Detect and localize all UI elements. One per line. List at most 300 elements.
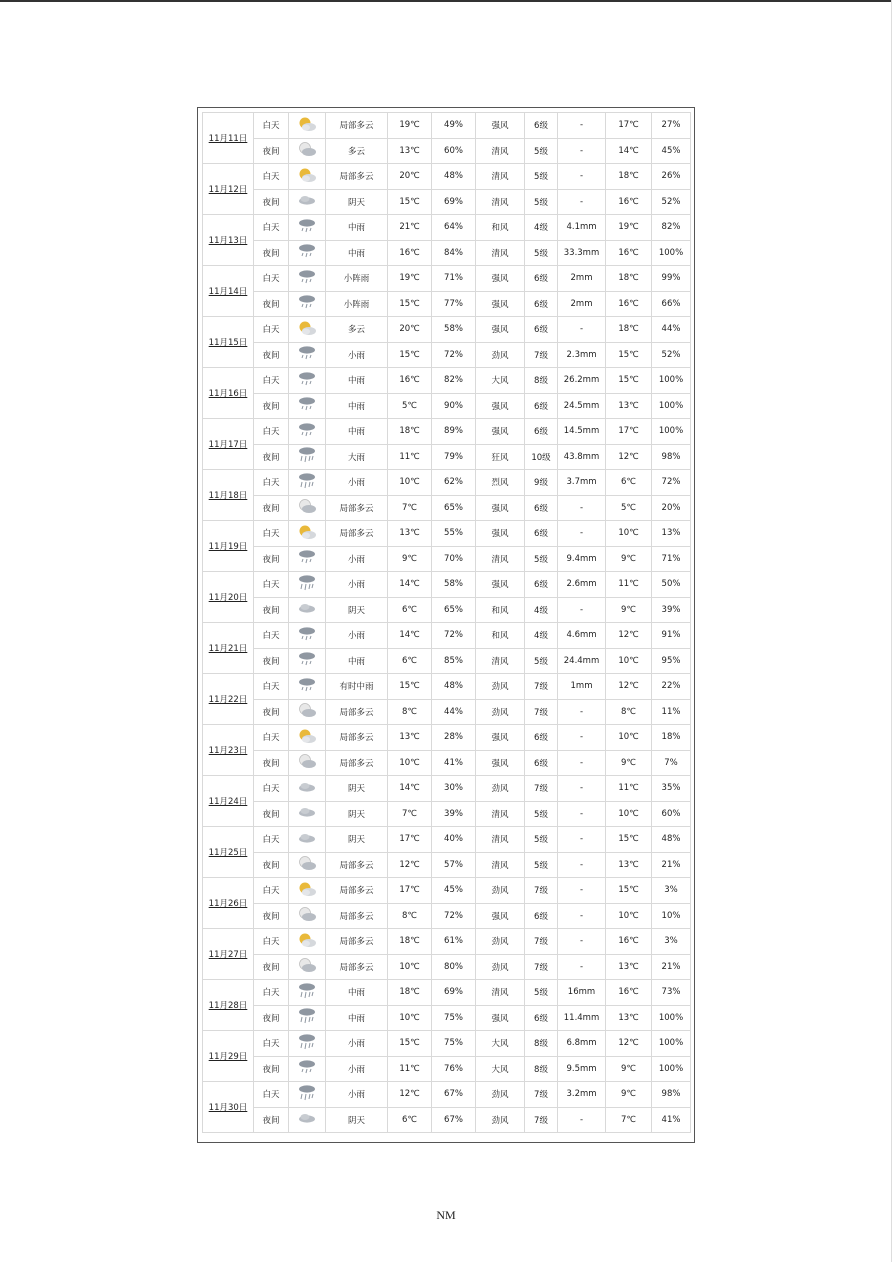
precipitation-cell: - [558,597,606,623]
table-row [203,929,691,955]
probability-cell: 44% [652,317,691,343]
humidity-cell: 48% [432,164,476,190]
humidity-cell: 77% [432,291,476,317]
weather-desc-cell: 小雨 [326,342,388,368]
period-cell: 夜间 [254,852,289,878]
table-row [203,572,691,598]
weather-desc-cell: 局部多云 [326,699,388,725]
period-cell: 夜间 [254,597,289,623]
probability-cell: 18% [652,725,691,751]
rain-icon [296,422,318,441]
temperature-cell: 10℃ [388,470,432,496]
wind-level-cell: 7级 [525,929,558,955]
period-cell: 白天 [254,113,289,139]
weather-desc-cell: 中雨 [326,368,388,394]
date-link[interactable]: 11月30日 [203,1082,254,1133]
partly-cloudy-day-icon [296,116,318,135]
precipitation-cell: - [558,1107,606,1133]
weather-desc-cell: 阴天 [326,827,388,853]
temperature-cell: 20℃ [388,164,432,190]
wind-level-cell: 5级 [525,240,558,266]
temperature-cell: 15℃ [388,189,432,215]
wind-level-cell: 6级 [525,113,558,139]
table-row [203,699,691,725]
date-link[interactable]: 11月21日 [203,623,254,674]
humidity-cell: 90% [432,393,476,419]
table-row [203,495,691,521]
feels-like-cell: 8℃ [606,699,652,725]
weather-icon-cell [289,189,326,215]
date-link[interactable]: 11月19日 [203,521,254,572]
temperature-cell: 18℃ [388,419,432,445]
wind-name-cell: 强风 [476,725,525,751]
rain-icon [296,294,318,313]
humidity-cell: 80% [432,954,476,980]
table-row [203,1005,691,1031]
humidity-cell: 30% [432,776,476,802]
temperature-cell: 18℃ [388,929,432,955]
partly-cloudy-day-icon [296,320,318,339]
period-cell: 白天 [254,470,289,496]
probability-cell: 11% [652,699,691,725]
feels-like-cell: 9℃ [606,750,652,776]
period-cell: 白天 [254,317,289,343]
probability-cell: 73% [652,980,691,1006]
table-row [203,725,691,751]
humidity-cell: 28% [432,725,476,751]
feels-like-cell: 10℃ [606,725,652,751]
weather-desc-cell: 阴天 [326,189,388,215]
partly-cloudy-night-icon [296,498,318,517]
humidity-cell: 45% [432,878,476,904]
probability-cell: 21% [652,954,691,980]
period-cell: 夜间 [254,1107,289,1133]
wind-level-cell: 4级 [525,215,558,241]
wind-level-cell: 6级 [525,903,558,929]
weather-icon-cell [289,572,326,598]
rain-icon [296,269,318,288]
temperature-cell: 10℃ [388,750,432,776]
feels-like-cell: 13℃ [606,393,652,419]
probability-cell: 71% [652,546,691,572]
wind-level-cell: 5级 [525,980,558,1006]
weather-desc-cell: 中雨 [326,215,388,241]
date-link[interactable]: 11月25日 [203,827,254,878]
temperature-cell: 19℃ [388,266,432,292]
heavy-rain-icon [296,1033,318,1054]
humidity-cell: 67% [432,1082,476,1108]
wind-name-cell: 强风 [476,291,525,317]
rain-icon [296,1059,318,1078]
period-cell: 夜间 [254,240,289,266]
feels-like-cell: 18℃ [606,266,652,292]
wind-name-cell: 强风 [476,393,525,419]
wind-level-cell: 9级 [525,470,558,496]
wind-name-cell: 强风 [476,750,525,776]
temperature-cell: 11℃ [388,1056,432,1082]
precipitation-cell: 9.4mm [558,546,606,572]
wind-name-cell: 强风 [476,266,525,292]
wind-name-cell: 强风 [476,113,525,139]
weather-icon-cell [289,852,326,878]
probability-cell: 100% [652,1031,691,1057]
probability-cell: 13% [652,521,691,547]
feels-like-cell: 12℃ [606,1031,652,1057]
period-cell: 夜间 [254,189,289,215]
weather-desc-cell: 小雨 [326,623,388,649]
partly-cloudy-day-icon [296,932,318,951]
wind-level-cell: 5级 [525,827,558,853]
overcast-icon [296,804,318,823]
weather-icon-cell [289,750,326,776]
feels-like-cell: 11℃ [606,572,652,598]
humidity-cell: 55% [432,521,476,547]
precipitation-cell: - [558,317,606,343]
table-row [203,1107,691,1133]
probability-cell: 35% [652,776,691,802]
feels-like-cell: 7℃ [606,1107,652,1133]
table-row [203,342,691,368]
probability-cell: 95% [652,648,691,674]
date-link[interactable]: 11月20日 [203,572,254,623]
period-cell: 白天 [254,215,289,241]
table-row [203,878,691,904]
weather-icon-cell [289,419,326,445]
date-link[interactable]: 11月18日 [203,470,254,521]
wind-level-cell: 10级 [525,444,558,470]
weather-icon-cell [289,878,326,904]
weather-icon-cell [289,1056,326,1082]
weather-forecast-table-frame [197,107,695,1143]
precipitation-cell: - [558,164,606,190]
period-cell: 白天 [254,929,289,955]
date-link[interactable]: 11月22日 [203,674,254,725]
temperature-cell: 17℃ [388,827,432,853]
wind-level-cell: 6级 [525,419,558,445]
weather-desc-cell: 阴天 [326,1107,388,1133]
weather-icon-cell [289,113,326,139]
feels-like-cell: 16℃ [606,929,652,955]
date-link[interactable]: 11月23日 [203,725,254,776]
feels-like-cell: 15℃ [606,368,652,394]
partly-cloudy-night-icon [296,957,318,976]
table-row [203,954,691,980]
period-cell: 白天 [254,572,289,598]
humidity-cell: 75% [432,1005,476,1031]
temperature-cell: 7℃ [388,495,432,521]
table-row [203,240,691,266]
wind-level-cell: 6级 [525,725,558,751]
wind-level-cell: 6级 [525,495,558,521]
wind-name-cell: 劲风 [476,929,525,955]
table-row [203,674,691,700]
feels-like-cell: 15℃ [606,342,652,368]
rain-icon [296,218,318,237]
temperature-cell: 16℃ [388,368,432,394]
partly-cloudy-day-icon [296,881,318,900]
humidity-cell: 65% [432,597,476,623]
wind-name-cell: 劲风 [476,1107,525,1133]
table-row [203,827,691,853]
humidity-cell: 79% [432,444,476,470]
wind-level-cell: 6级 [525,521,558,547]
feels-like-cell: 13℃ [606,852,652,878]
wind-level-cell: 6级 [525,393,558,419]
probability-cell: 3% [652,878,691,904]
probability-cell: 21% [652,852,691,878]
wind-level-cell: 4级 [525,597,558,623]
temperature-cell: 19℃ [388,113,432,139]
wind-name-cell: 大风 [476,368,525,394]
period-cell: 白天 [254,419,289,445]
feels-like-cell: 10℃ [606,903,652,929]
wind-name-cell: 强风 [476,419,525,445]
precipitation-cell: - [558,138,606,164]
weather-desc-cell: 中雨 [326,419,388,445]
temperature-cell: 14℃ [388,776,432,802]
weather-icon-cell [289,215,326,241]
precipitation-cell: 11.4mm [558,1005,606,1031]
heavy-rain-icon [296,1007,318,1028]
overcast-icon [296,830,318,849]
wind-level-cell: 7级 [525,878,558,904]
precipitation-cell: - [558,929,606,955]
precipitation-cell: 4.6mm [558,623,606,649]
weather-icon-cell [289,725,326,751]
date-link[interactable]: 11月15日 [203,317,254,368]
period-cell: 夜间 [254,903,289,929]
weather-desc-cell: 局部多云 [326,903,388,929]
feels-like-cell: 10℃ [606,648,652,674]
probability-cell: 3% [652,929,691,955]
humidity-cell: 62% [432,470,476,496]
wind-level-cell: 5级 [525,164,558,190]
weather-desc-cell: 局部多云 [326,878,388,904]
humidity-cell: 48% [432,674,476,700]
date-link[interactable]: 11月26日 [203,878,254,929]
table-row [203,291,691,317]
wind-name-cell: 清风 [476,852,525,878]
humidity-cell: 76% [432,1056,476,1082]
partly-cloudy-day-icon [296,167,318,186]
weather-icon-cell [289,1107,326,1133]
probability-cell: 20% [652,495,691,521]
weather-desc-cell: 小雨 [326,1082,388,1108]
date-link[interactable]: 11月12日 [203,164,254,215]
temperature-cell: 21℃ [388,215,432,241]
wind-level-cell: 6级 [525,1005,558,1031]
feels-like-cell: 9℃ [606,1056,652,1082]
table-row [203,368,691,394]
date-link[interactable]: 11月29日 [203,1031,254,1082]
feels-like-cell: 16℃ [606,189,652,215]
weather-desc-cell: 局部多云 [326,725,388,751]
precipitation-cell: - [558,189,606,215]
date-link[interactable]: 11月27日 [203,929,254,980]
partly-cloudy-night-icon [296,906,318,925]
precipitation-cell: 2.6mm [558,572,606,598]
temperature-cell: 6℃ [388,597,432,623]
heavy-rain-icon [296,446,318,467]
weather-icon-cell [289,623,326,649]
probability-cell: 100% [652,393,691,419]
date-link[interactable]: 11月17日 [203,419,254,470]
table-row [203,750,691,776]
wind-level-cell: 5级 [525,189,558,215]
precipitation-cell: - [558,776,606,802]
humidity-cell: 60% [432,138,476,164]
period-cell: 夜间 [254,699,289,725]
feels-like-cell: 6℃ [606,470,652,496]
temperature-cell: 13℃ [388,725,432,751]
wind-level-cell: 5级 [525,138,558,164]
weather-icon-cell [289,903,326,929]
weather-icon-cell [289,776,326,802]
weather-desc-cell: 大雨 [326,444,388,470]
date-link[interactable]: 11月14日 [203,266,254,317]
precipitation-cell: - [558,495,606,521]
temperature-cell: 7℃ [388,801,432,827]
weather-icon-cell [289,827,326,853]
temperature-cell: 13℃ [388,521,432,547]
wind-level-cell: 7级 [525,342,558,368]
humidity-cell: 72% [432,903,476,929]
wind-level-cell: 8级 [525,1056,558,1082]
wind-name-cell: 劲风 [476,699,525,725]
wind-level-cell: 6级 [525,750,558,776]
table-row [203,138,691,164]
temperature-cell: 16℃ [388,240,432,266]
weather-desc-cell: 局部多云 [326,750,388,776]
probability-cell: 100% [652,240,691,266]
probability-cell: 100% [652,368,691,394]
period-cell: 夜间 [254,1005,289,1031]
wind-level-cell: 5级 [525,852,558,878]
table-row [203,597,691,623]
wind-level-cell: 6级 [525,291,558,317]
overcast-icon [296,1110,318,1129]
period-cell: 白天 [254,674,289,700]
feels-like-cell: 13℃ [606,954,652,980]
wind-name-cell: 劲风 [476,1082,525,1108]
overcast-icon [296,600,318,619]
table-row [203,623,691,649]
wind-name-cell: 烈风 [476,470,525,496]
table-row [203,189,691,215]
probability-cell: 10% [652,903,691,929]
feels-like-cell: 9℃ [606,597,652,623]
wind-level-cell: 8级 [525,1031,558,1057]
table-row [203,317,691,343]
wind-name-cell: 劲风 [476,776,525,802]
humidity-cell: 41% [432,750,476,776]
weather-desc-cell: 中雨 [326,648,388,674]
weather-icon-cell [289,1082,326,1108]
precipitation-cell: - [558,852,606,878]
rain-icon [296,549,318,568]
humidity-cell: 70% [432,546,476,572]
humidity-cell: 40% [432,827,476,853]
temperature-cell: 6℃ [388,648,432,674]
wind-name-cell: 和风 [476,215,525,241]
period-cell: 白天 [254,980,289,1006]
probability-cell: 27% [652,113,691,139]
wind-name-cell: 狂风 [476,444,525,470]
table-row [203,393,691,419]
probability-cell: 48% [652,827,691,853]
weather-desc-cell: 阴天 [326,776,388,802]
table-row [203,113,691,139]
probability-cell: 72% [652,470,691,496]
table-row [203,521,691,547]
wind-name-cell: 强风 [476,1005,525,1031]
wind-name-cell: 劲风 [476,342,525,368]
partly-cloudy-night-icon [296,702,318,721]
temperature-cell: 17℃ [388,878,432,904]
humidity-cell: 82% [432,368,476,394]
wind-level-cell: 6级 [525,317,558,343]
precipitation-cell: 43.8mm [558,444,606,470]
date-link[interactable]: 11月13日 [203,215,254,266]
weather-icon-cell [289,368,326,394]
probability-cell: 52% [652,342,691,368]
overcast-icon [296,192,318,211]
weather-desc-cell: 局部多云 [326,852,388,878]
period-cell: 夜间 [254,342,289,368]
weather-desc-cell: 局部多云 [326,495,388,521]
probability-cell: 41% [652,1107,691,1133]
weather-icon-cell [289,470,326,496]
temperature-cell: 15℃ [388,342,432,368]
weather-icon-cell [289,266,326,292]
weather-icon-cell [289,699,326,725]
probability-cell: 22% [652,674,691,700]
probability-cell: 100% [652,1056,691,1082]
period-cell: 白天 [254,827,289,853]
probability-cell: 100% [652,419,691,445]
weather-desc-cell: 中雨 [326,393,388,419]
wind-name-cell: 清风 [476,980,525,1006]
wind-level-cell: 8级 [525,368,558,394]
probability-cell: 98% [652,1082,691,1108]
weather-icon-cell [289,342,326,368]
wind-level-cell: 5级 [525,801,558,827]
probability-cell: 98% [652,444,691,470]
wind-name-cell: 和风 [476,597,525,623]
feels-like-cell: 5℃ [606,495,652,521]
weather-desc-cell: 阴天 [326,597,388,623]
date-link[interactable]: 11月11日 [203,113,254,164]
temperature-cell: 14℃ [388,623,432,649]
wind-level-cell: 6级 [525,266,558,292]
date-link[interactable]: 11月24日 [203,776,254,827]
weather-table-body [203,113,691,1133]
wind-level-cell: 7级 [525,1082,558,1108]
temperature-cell: 11℃ [388,444,432,470]
temperature-cell: 13℃ [388,138,432,164]
date-link[interactable]: 11月16日 [203,368,254,419]
date-link[interactable]: 11月28日 [203,980,254,1031]
table-row [203,648,691,674]
table-row [203,1031,691,1057]
weather-forecast-table [202,112,691,1133]
rain-icon [296,651,318,670]
period-cell: 白天 [254,725,289,751]
humidity-cell: 49% [432,113,476,139]
weather-desc-cell: 小雨 [326,546,388,572]
table-row [203,215,691,241]
weather-icon-cell [289,1005,326,1031]
